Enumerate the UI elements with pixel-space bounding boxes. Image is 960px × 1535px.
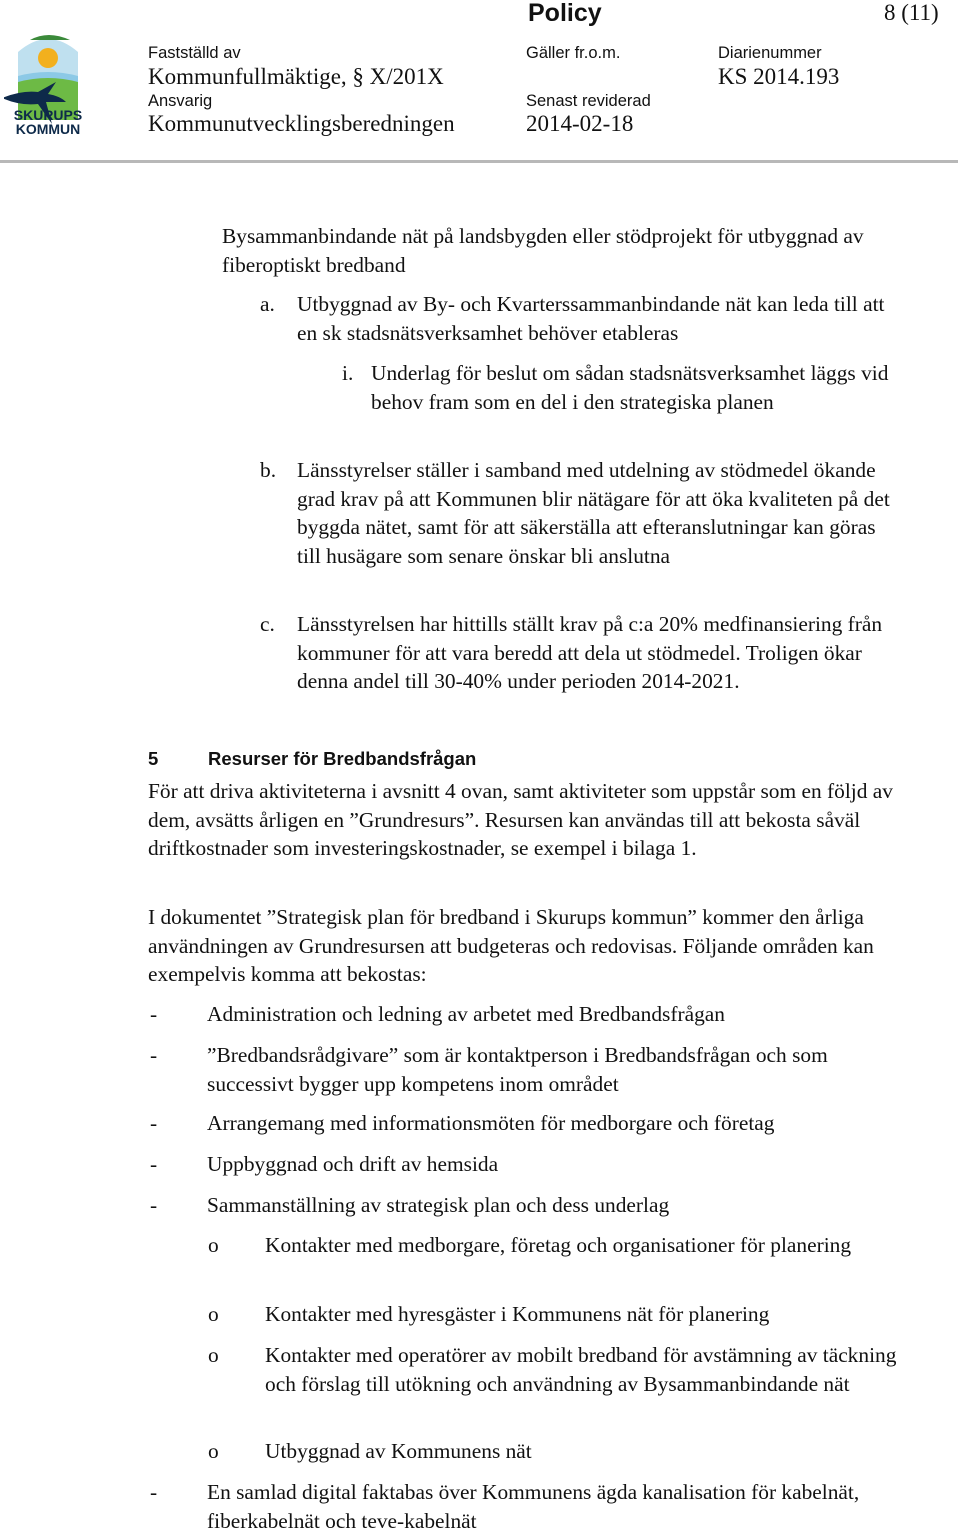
sub-bullet-circle: o [208, 1343, 219, 1367]
list-item-c: Länsstyrelsen har hittills ställt krav på c:a 20% medfinansiering från kommuner för att vara beredd att dela ut stödmedel. Troligen ökar denna andel till 30-40% under perioden 2014-2021. [297, 612, 883, 693]
responsible-value: Kommunutvecklingsberedningen [148, 111, 455, 136]
list-item-b: Länsstyrelser ställer i samband med utdelning av stödmedel ökande grad krav på att Kommunen blir nätägare för att öka kvaliteten på det byggda nätet, samt för att säkerställa att efteranslutningar kan göras till husägare som senare önskar bli anslutna [297, 458, 890, 568]
diary-number-label: Diarienummer [718, 44, 822, 62]
paragraph-strategisk-plan: I dokumentet ”Strategisk plan för bredband i Skurups kommun” kommer den årliga användningen av Grundresursen att budgeteras och redovisas. Följande områden kan exempelvis komma att bekostas: [148, 905, 874, 986]
revised-label: Senast reviderad [526, 92, 651, 110]
list-item-a: Utbyggnad av By- och Kvarterssammanbindande nät kan leda till att en sk stadsnätsverksamhet behöver etableras [297, 292, 885, 345]
sub-bullet-item: Utbyggnad av Kommunens nät [265, 1439, 532, 1463]
bullet-item: Arrangemang med informationsmöten för medborgare och företag [207, 1111, 775, 1135]
list-marker-c: c. [260, 612, 275, 636]
bullet-item: Sammanställning av strategisk plan och dess underlag [207, 1193, 670, 1217]
revised-value: 2014-02-18 [526, 111, 634, 136]
list-item-i: Underlag för beslut om sådan stadsnätsverksamhet läggs vid behov fram som en del i den strategiska planen [371, 361, 889, 414]
sub-bullet-item: Kontakter med operatörer av mobilt bredband för avstämning av täckning och förslag till utökning och användning av Bysammanbindande nät [265, 1343, 897, 1396]
paragraph-grundresurs: För att driva aktiviteterna i avsnitt 4 ovan, samt aktiviteter som uppstår som en följd av dem, avsätts årligen en ”Grundresurs”. Resursen kan användas till att bekosta såväl driftkostnader som investeringskostnader, se exempel i bilaga 1. [148, 779, 893, 860]
section-title: Resurser för Bredbandsfrågan [208, 748, 477, 769]
header-divider [0, 160, 958, 163]
diary-number-value: KS 2014.193 [718, 64, 840, 89]
bullet-item: ”Bredbandsrådgivare” som är kontaktperson i Bredbandsfrågan och som successivt bygger upp kompetens inom området [207, 1043, 828, 1096]
bullet-item: Administration och ledning av arbetet med Bredbandsfrågan [207, 1002, 725, 1026]
logo-text-skurups: SKURUPS [13, 107, 83, 123]
sub-bullet-item: Kontakter med hyresgäster i Kommunens nät för planering [265, 1302, 770, 1326]
bullet-dash: - [150, 1002, 158, 1026]
page-number: 8 (11) [884, 0, 939, 25]
sub-bullet-circle: o [208, 1302, 219, 1326]
bullet-item: Uppbyggnad och drift av hemsida [207, 1152, 499, 1176]
list-item-intro: Bysammanbindande nät på landsbygden eller stödprojekt för utbyggnad av fiberoptiskt bredband [222, 224, 864, 277]
skurup-logo [4, 20, 92, 136]
list-marker-a: a. [260, 292, 275, 316]
established-value: Kommunfullmäktige, § X/201X [148, 64, 444, 89]
bullet-dash: - [150, 1480, 158, 1504]
section-number: 5 [148, 748, 159, 769]
list-marker-b: b. [260, 458, 277, 482]
bullet-dash: - [150, 1152, 158, 1176]
sub-bullet-circle: o [208, 1233, 219, 1257]
list-marker-i: i. [342, 361, 354, 385]
sub-bullet-circle: o [208, 1439, 219, 1463]
logo-text-kommun: KOMMUN [15, 121, 81, 136]
responsible-label: Ansvarig [148, 92, 213, 110]
bullet-item: En samlad digital faktabas över Kommunens ägda kanalisation för kabelnät, fiberkabelnät och teve-kabelnät [207, 1480, 860, 1533]
document-type-title: Policy [528, 0, 602, 27]
bullet-dash: - [150, 1193, 158, 1217]
established-label: Fastställd av [148, 44, 241, 62]
valid-from-label: Gäller fr.o.m. [526, 44, 621, 62]
sub-bullet-item: Kontakter med medborgare, företag och organisationer för planering [265, 1233, 852, 1257]
bullet-dash: - [150, 1043, 158, 1067]
bullet-dash: - [150, 1111, 158, 1135]
